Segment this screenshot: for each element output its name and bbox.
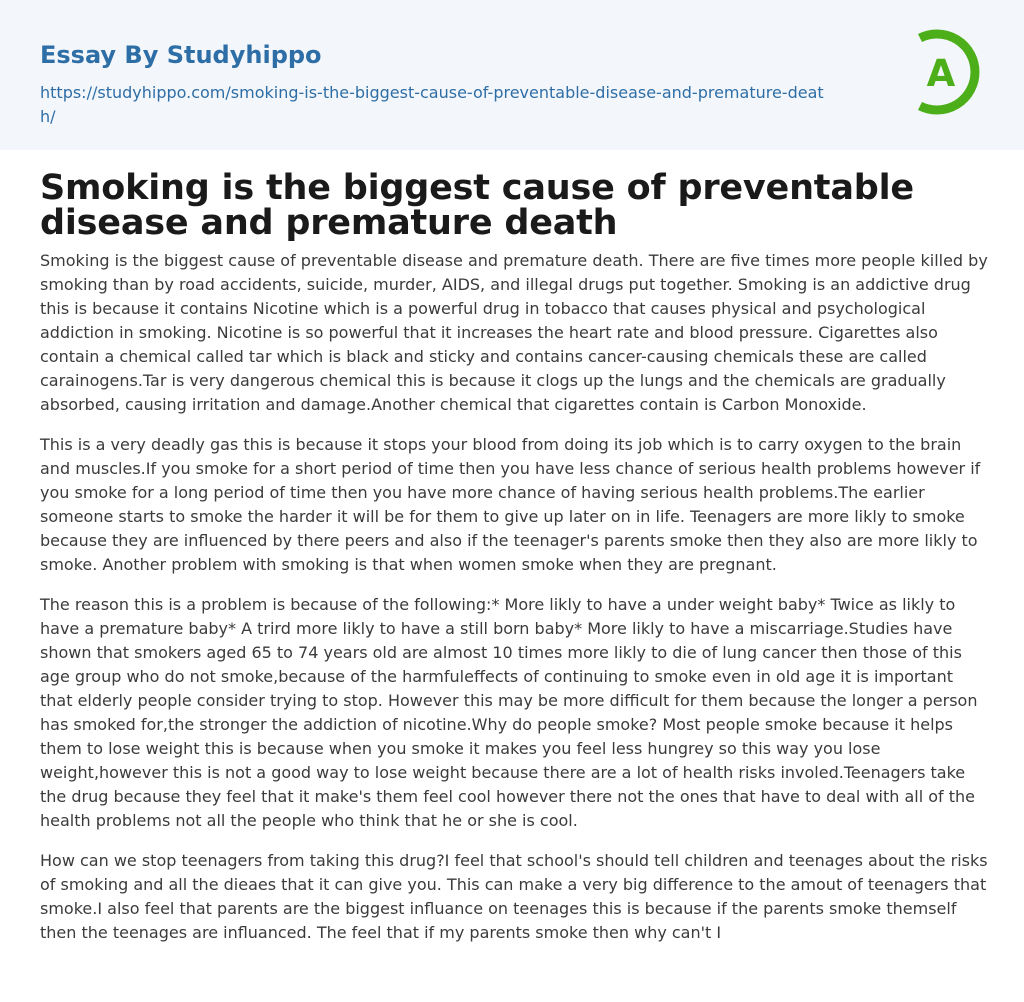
article-body [40,249,990,961]
article-title: Smoking is the biggest cause of preventable disease and premature death [40,168,914,243]
paragraph: Smoking is the biggest cause of preventable disease and premature death. There are five times more people killed by smoking than by road accidents, suicide, murder, AIDS, and illegal drugs put together. Smoking is an addictive drug this is because it contains Nicotine which is a powerful drug in tobacco that causes physical and psychological addiction in smoking. Nicotine is so powerful that it increases the heart rate and blood pressure. Cigarettes also contain a chemical called tar which is black and sticky and contains cancer-causing chemicals these are called carainogens.Tar is very dangerous chemical this is because it clogs up the lungs and the chemicals are gradually absorbed, causing irritation and damage.Another chemical that cigarettes contain is Carbon Monoxide. [40,251,988,414]
brand-title: Essay By Studyhippo [40,41,322,69]
logo-letter: A [926,52,956,95]
paragraph: The reason this is a problem is because of the following:* More likly to have a under weight baby* Twice as likly to have a premature baby* A trird more likly to have a still born baby* More likly to have a miscarriage.Studies have shown that smokers aged 65 to 74 years old are almost 10 times more likly to die of lung cancer then those of this age group who do not smoke,because of the harmfuleffects of continuing to smoke even in old age it is important that elderly people consider trying to stop. However this may be more difficult for them because the longer a person has smoked for,the stronger the addiction of nicotine.Why do people smoke? Most people smoke because it helps them to lose weight this is because when you smoke it makes you feel less hungrey so this way you lose weight,however this is not a good way to lose weight because there are a lot of health risks involed.Teenagers take the drug because they feel that it make's them feel cool however there not the ones that have to deal with all of the health problems not all the people who think that he or she is cool. [40,595,978,830]
source-url-link[interactable]: https://studyhippo.com/smoking-is-the-biggest-cause-of-preventable-disease-and-premature-death/ [40,83,824,126]
paragraph: How can we stop teenagers from taking this drug?I feel that school's should tell children and teenages about the risks of smoking and all the dieaes that it can give you. This can make a very big difference to the amout of teenagers that smoke.I also feel that parents are the biggest influance on teenages this is because if the parents smoke themself then the teenages are influanced. The feel that if my parents smoke then why can't I [40,851,988,942]
paragraph: This is a very deadly gas this is because it stops your blood from doing its job which is to carry oxygen to the brain and muscles.If you smoke for a short period of time then you have less chance of serious health problems however if you smoke for a long period of time then you have more chance of having serious health problems.The earlier someone starts to smoke the harder it will be for them to give up later on in life. Teenagers are more likly to smoke because they are influenced by there peers and also if the teenager's parents smoke then they also are more likly to smoke. Another problem with smoking is that when women smoke when they are pregnant. [40,435,981,574]
